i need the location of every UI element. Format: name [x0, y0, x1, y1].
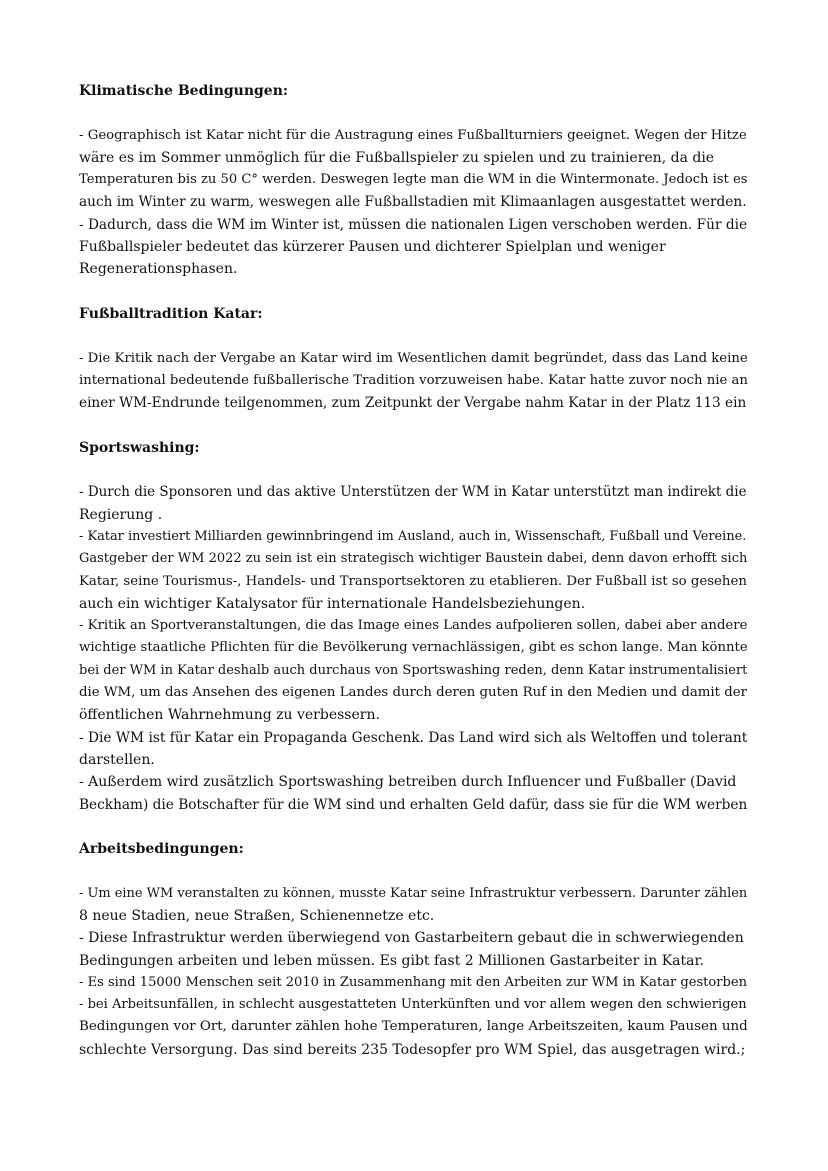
text-line: Regenerationsphasen. [79, 261, 238, 278]
spacer [79, 102, 751, 124]
text-line: die WM, um das Ansehen des eigenen Landes durch deren guten Ruf in den Medien und damit der [79, 685, 747, 701]
text-line: international bedeutende fußballerische Tradition vorzuweisen habe. Katar hatte zuvor noch nie an [79, 372, 748, 388]
text-line: einer WM-Endrunde teilgenommen, zum Zeitpunkt der Vergabe nahm Katar in der Platz 113 ein [79, 395, 747, 412]
section-klima [79, 80, 751, 303]
section-heading: Sportswashing: [79, 439, 200, 456]
text-line: - Kritik an Sportveranstaltungen, die das Image eines Landes aufpolieren sollen, dabei aber andere [79, 618, 748, 634]
text-line: darstellen. [79, 751, 155, 768]
text-line: öffentlichen Wahrnehmung zu verbessern. [79, 707, 380, 724]
spacer [79, 816, 751, 838]
section-heading: Klimatische Bedingungen: [79, 83, 289, 99]
text-line: schlechte Versorgung. Das sind bereits 235 Todesopfer pro WM Spiel, das ausgetragen wird.; [79, 1041, 746, 1058]
text-line: - Katar investiert Milliarden gewinnbringend im Ausland, auch in, Wissenschaft, Fußball und Vereine. [79, 528, 747, 544]
spacer [79, 459, 751, 481]
text-line: Regierung . [79, 506, 163, 523]
text-line: auch ein wichtiger Katalysator für internationale Handelsbeziehungen. [79, 595, 586, 612]
text-line: Katar, seine Tourismus-, Handels- und Transportsektoren zu etablieren. Der Fußball ist so gesehen [79, 573, 747, 589]
text-line: - Die WM ist für Katar ein Propaganda Geschenk. Das Land wird sich als Weltoffen und tolerant [79, 729, 748, 746]
section-sportswashing [79, 437, 751, 838]
section-fussballtradition [79, 303, 751, 437]
text-line: - Es sind 15000 Menschen seit 2010 in Zusammenhang mit den Arbeiten zur WM in Katar gestorben [79, 974, 748, 990]
text-line: bei der WM in Katar deshalb auch durchaus von Sportswashing reden, denn Katar instrumentalisiert [79, 662, 748, 678]
section-heading: Arbeitsbedingungen: [79, 841, 244, 858]
text-line: wäre es im Sommer unmöglich für die Fußballspieler zu spielen und zu trainieren, da die [79, 149, 715, 166]
text-line: - Die Kritik nach der Vergabe an Katar wird im Wesentlichen damit begründet, dass das Land keine [79, 350, 748, 366]
text-line: Gastgeber der WM 2022 zu sein ist ein strategisch wichtiger Baustein dabei, denn davon erhofft sich [79, 551, 748, 567]
document-page [79, 80, 751, 1061]
section-heading: Fußballtradition Katar: [79, 305, 263, 322]
text-line: - Um eine WM veranstalten zu können, musste Katar seine Infrastruktur verbessern. Darunter zählen [79, 885, 748, 901]
text-line: wichtige staatliche Pflichten für die Bevölkerung vernachlässigen, gibt es schon lange. Man könnte [79, 640, 748, 656]
text-line: Bedingungen vor Ort, darunter zählen hohe Temperaturen, lange Arbeitszeiten, kaum Pausen und [79, 1019, 748, 1035]
text-line: - Geographisch ist Katar nicht für die Austragung eines Fußballturniers geeignet. Wegen der Hitze [79, 127, 747, 143]
text-line: Beckham) die Botschafter für die WM sind und erhalten Geld dafür, dass sie für die WM werben [79, 796, 748, 813]
text-line: auch im Winter zu warm, weswegen alle Fußballstadien mit Klimaanlagen ausgestattet werden. [79, 194, 747, 211]
text-line: Bedingungen arbeiten und leben müssen. Es gibt fast 2 Millionen Gastarbeiter in Katar. [79, 952, 705, 969]
text-line: 8 neue Stadien, neue Straßen, Schienennetze etc. [79, 907, 435, 924]
text-line: Temperaturen bis zu 50 C° werden. Deswegen legte man die WM in die Wintermonate. Jedoch ist es [79, 172, 748, 188]
spacer [79, 281, 751, 303]
section-paragraph [79, 883, 751, 1061]
spacer [79, 860, 751, 882]
text-line: - Durch die Sponsoren und das aktive Unterstützen der WM in Katar unterstützt man indirekt die [79, 484, 747, 501]
section-paragraph [79, 348, 751, 415]
text-line: - Diese Infrastruktur werden überwiegend von Gastarbeitern gebaut die in schwerwiegenden [79, 930, 744, 947]
section-paragraph [79, 125, 751, 281]
text-line: Fußballspieler bedeutet das kürzerer Pausen und dichterer Spielplan und weniger [79, 239, 666, 256]
spacer [79, 325, 751, 347]
text-line: - Außerdem wird zusätzlich Sportswashing betreiben durch Influencer und Fußballer (David [79, 774, 737, 791]
text-line: - Dadurch, dass die WM im Winter ist, müssen die nationalen Ligen verschoben werden. Für die [79, 216, 748, 233]
spacer [79, 414, 751, 436]
text-line: - bei Arbeitsunfällen, in schlecht ausgestatteten Unterkünften und vor allem wegen den schwierigen [79, 997, 747, 1013]
section-arbeitsbedingungen [79, 838, 751, 1061]
section-paragraph [79, 481, 751, 815]
